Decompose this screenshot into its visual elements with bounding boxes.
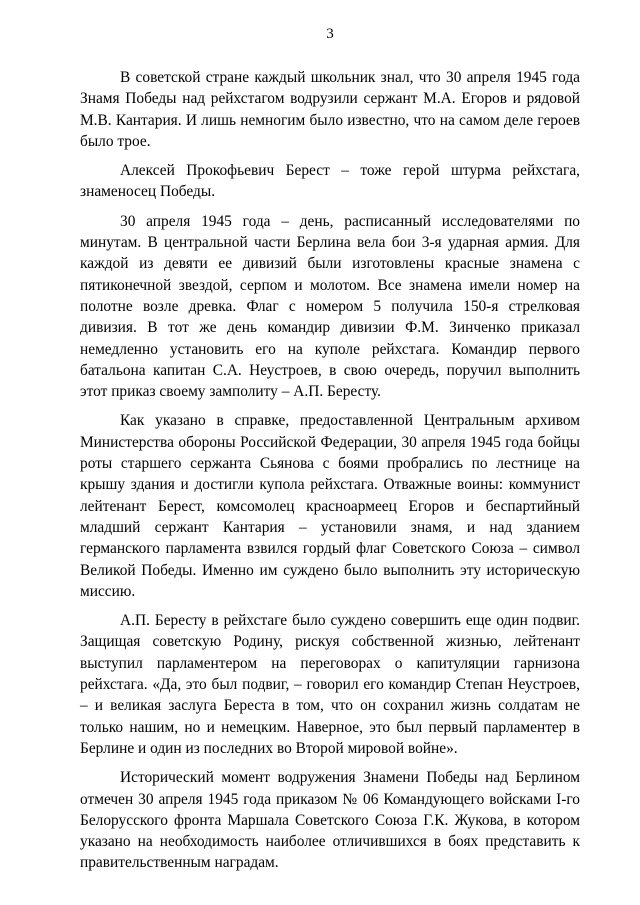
paragraph-3: 30 апреля 1945 года – день, расписанный исследователями по минутам. В центральной части Берлина вела бои 3-я ударная армия. Для каждой из девяти ее дивизий были изготовлены красные знамена с пятиконечной звездой, серпом и молотом. Все знамена имели номер на полотне возле древка. Флаг с номером 5 получила 150-я стрелковая дивизия. В тот же день командир дивизии Ф.М. Зинченко приказал немедленно установить его на куполе рейхстага. Командир первого батальона капитан С.А. Неустроев, в свою очередь, поручил выполнить этот приказ своему замполиту – А.П. Бересту. [80, 212, 580, 401]
paragraph-2: Алексей Прокофьевич Берест – тоже герой штурма рейхстага, знаменосец Победы. [80, 162, 580, 201]
paragraph-5: А.П. Бересту в рейхстаге было суждено совершить еще один подвиг. Защищая советскую Родину, рискуя собственной жизнью, лейтенант выступил парламентером на переговорах о капитуляции гарнизона рейхстага. «Да, это был подвиг, – говорил его командир Степан Неустроев, – и великая заслуга Береста в том, что он сохранил жизнь солдатам не только нашим, но и немецким. Наверное, это был первый парламентер в Берлине и один из последних во Второй мировой войне». [80, 612, 580, 757]
paragraph-4: Как указано в справке, предоставленной Центральным архивом Министерства обороны Российской Федерации, 30 апреля 1945 года бойцы роты старшего сержанта Сьянова с боями пробрались по лестнице на крышу здания и достигли купола рейхстага. Отважные воины: коммунист лейтенант Берест, комсомолец красноармеец Егоров и беспартийный младший сержант Кантария – установили знамя, и над зданием германского парламента взвился гордый флаг Советского Союза – символ Великой Победы. Именно им суждено было выполнить эту историческую миссию. [80, 412, 580, 600]
paragraph-6: Исторический момент водружения Знамени Победы над Берлином отмечен 30 апреля 1945 года приказом № 06 Командующего войсками I-го Белорусского фронта Маршала Советского Союза Г.К. Жукова, в котором указано на необходимость наиболее отличившихся в боях представить к правительственным наградам. [80, 769, 580, 872]
page-number: 3 [326, 26, 334, 42]
paragraph-1: В советской стране каждый школьник знал, что 30 апреля 1945 года Знамя Победы над рейхстагом водрузили сержант М.А. Егоров и рядовой М.В. Кантария. И лишь немногим было известно, что на самом деле героев было трое. [80, 69, 580, 150]
